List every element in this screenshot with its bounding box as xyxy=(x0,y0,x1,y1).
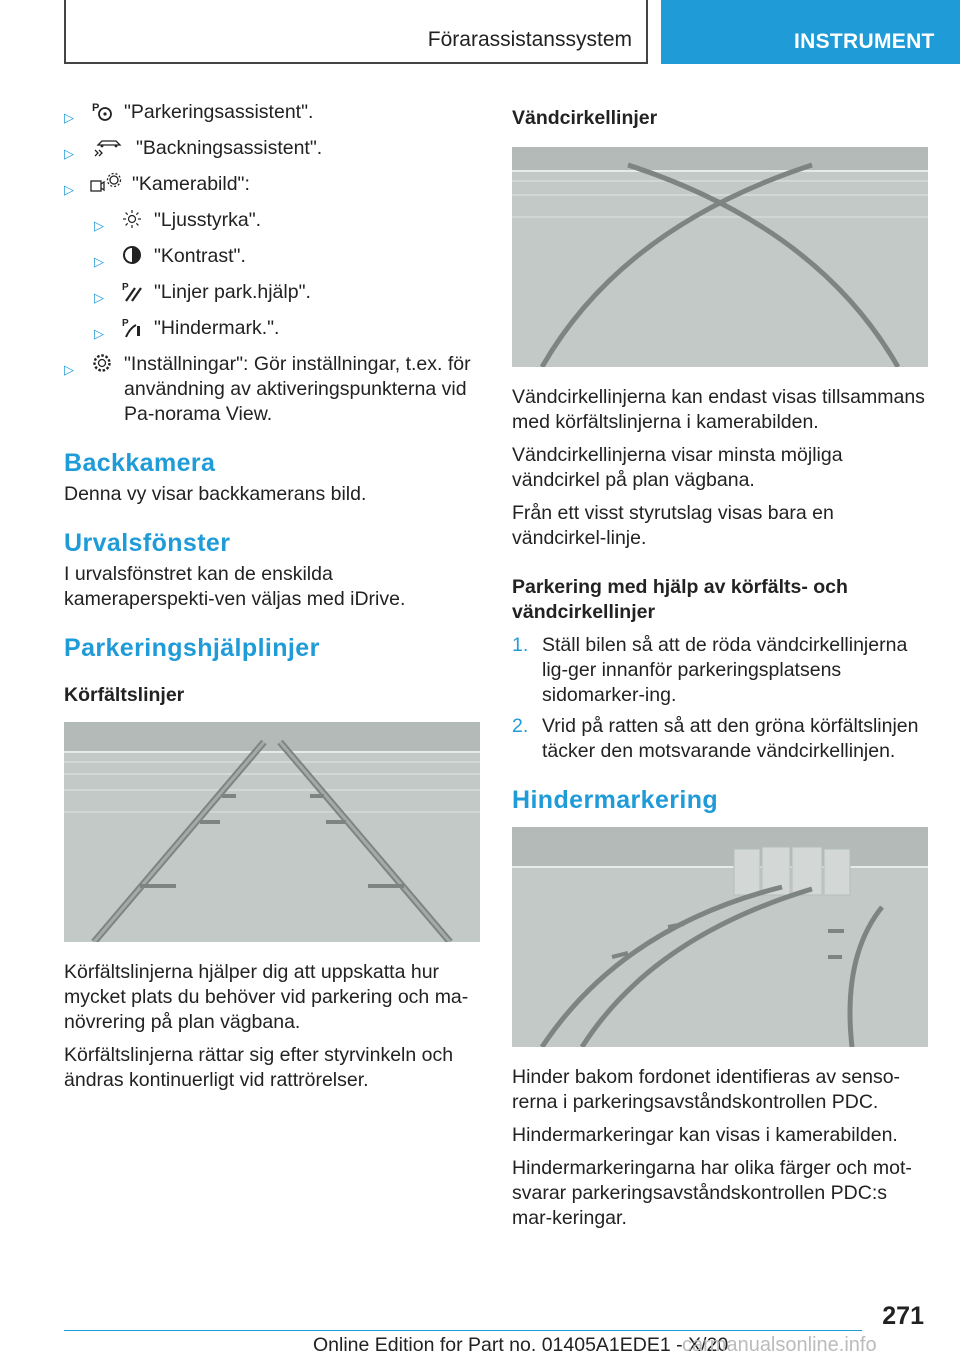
submenu-item-label: "Linjer park.hjälp". xyxy=(154,281,311,303)
gear-icon xyxy=(88,352,116,374)
vand-paragraph-1: Vändcirkellinjerna kan endast visas tillsammans med körfältslinjerna i kamerabilden. xyxy=(512,386,925,433)
lane-lines-image xyxy=(64,722,480,942)
chapter-title: INSTRUMENT xyxy=(794,30,935,53)
submenu-item-label: "Ljusstyrka". xyxy=(154,209,262,231)
header-chapter-tab[interactable] xyxy=(661,0,960,64)
right-column xyxy=(512,100,928,1239)
triangle-bullet-icon: ▷ xyxy=(64,362,74,377)
step-item xyxy=(512,714,928,764)
watermark: carmanualsonline.info xyxy=(682,1334,877,1356)
footer-divider xyxy=(64,1330,862,1331)
edition-text: Online Edition for Part no. 01405A1EDE1 - X/20 xyxy=(313,1334,729,1356)
parking-lines-icon xyxy=(118,280,146,302)
step-text: Vrid på ratten så att den gröna körfältslinjen täcker den motsvarande vändcirkellinjen. xyxy=(542,715,919,762)
step-number: 2. xyxy=(512,715,529,737)
hinder-paragraph-1: Hinder bakom fordonet identifieras av senso-rerna i parkeringsavståndskontrollen PDC. xyxy=(512,1066,901,1113)
submenu-item-parking-lines xyxy=(94,280,480,310)
step-item xyxy=(512,633,928,708)
triangle-bullet-icon: ▷ xyxy=(94,254,104,269)
submenu-item-label: "Hindermark.". xyxy=(154,317,280,339)
heading-backkamera: Backkamera xyxy=(64,449,216,477)
menu-item-label: "Backningsassistent". xyxy=(136,137,323,159)
menu-item-label: "Inställningar": Gör inställningar, t.ex. för användning av aktiveringspunkterna vid Pa-norama View. xyxy=(124,353,471,425)
parking-assistant-icon xyxy=(88,100,116,122)
hinder-paragraph-2: Hindermarkeringar kan visas i kamerabilden. xyxy=(512,1124,898,1146)
submenu-item-label: "Kontrast". xyxy=(154,245,246,267)
step-text: Ställ bilen så att de röda vändcirkellinjerna lig-ger innanför parkeringsplatsens sidomarker-ing. xyxy=(542,634,908,706)
contrast-icon xyxy=(118,244,146,266)
turning-circle-lines-image xyxy=(512,147,928,367)
svg-text:P: P xyxy=(122,318,129,329)
reversing-assistant-icon xyxy=(88,136,128,158)
left-column xyxy=(64,100,480,1101)
step-number: 1. xyxy=(512,634,529,656)
heading-parkeringshjalplinjer: Parkeringshjälplinjer xyxy=(64,634,320,662)
submenu-item-obstacle-marking xyxy=(94,316,480,346)
heading-hindermarkering: Hindermarkering xyxy=(512,786,719,814)
menu-item-reversing-assistant xyxy=(64,136,480,166)
triangle-bullet-icon: ▷ xyxy=(94,290,104,305)
obstacle-marking-icon xyxy=(118,316,146,338)
menu-item-label: "Kamerabild": xyxy=(132,173,250,195)
hinder-paragraph-3: Hindermarkeringarna har olika färger och mot-svarar parkeringsavståndskontrollen PDC:s mar-keringar. xyxy=(512,1157,912,1229)
camera-settings-icon xyxy=(88,172,124,194)
korfalt-paragraph-1: Körfältslinjerna hjälper dig att uppskatta hur mycket plats du behöver vid parkering och ma-növrering på plan vägbana. xyxy=(64,961,469,1033)
korfalt-paragraph-2: Körfältslinjerna rättar sig efter styrvinkeln och ändras kontinuerligt vid rattrörelser. xyxy=(64,1044,454,1091)
menu-item-settings xyxy=(64,352,480,427)
svg-text:P: P xyxy=(122,282,129,293)
triangle-bullet-icon: ▷ xyxy=(64,146,74,161)
header-section-box xyxy=(64,0,648,64)
triangle-bullet-icon: ▷ xyxy=(64,110,74,125)
menu-item-parking-assistant xyxy=(64,100,480,130)
backkamera-text: Denna vy visar backkamerans bild. xyxy=(64,483,367,505)
page-number: 271 xyxy=(882,1302,924,1330)
submenu-item-contrast xyxy=(94,244,480,274)
vand-paragraph-2: Vändcirkellinjerna visar minsta möjliga vändcirkel på plan vägbana. xyxy=(512,444,843,491)
svg-text:P: P xyxy=(92,102,100,114)
heading-urvalsfonster: Urvalsfönster xyxy=(64,529,231,557)
subheading-korfaltslinjer: Körfältslinjer xyxy=(64,684,185,706)
submenu-item-brightness xyxy=(94,208,480,238)
urval-text: I urvalsfönstret kan de enskilda kameraperspekti-ven väljas med iDrive. xyxy=(64,563,406,610)
triangle-bullet-icon: ▷ xyxy=(94,218,104,233)
brightness-icon xyxy=(118,208,146,230)
obstacle-marking-image xyxy=(512,827,928,1047)
section-title: Förarassistanssystem xyxy=(427,28,632,51)
subheading-parkering: Parkering med hjälp av körfälts- och vändcirkellinjer xyxy=(512,576,848,623)
subheading-vandcirkellinjer: Vändcirkellinjer xyxy=(512,107,658,129)
vand-paragraph-3: Från ett visst styrutslag visas bara en vändcirkel-linje. xyxy=(512,502,834,549)
triangle-bullet-icon: ▷ xyxy=(94,326,104,341)
menu-item-label: "Parkeringsassistent". xyxy=(124,101,314,123)
triangle-bullet-icon: ▷ xyxy=(64,182,74,197)
menu-item-camera-image xyxy=(64,172,480,202)
